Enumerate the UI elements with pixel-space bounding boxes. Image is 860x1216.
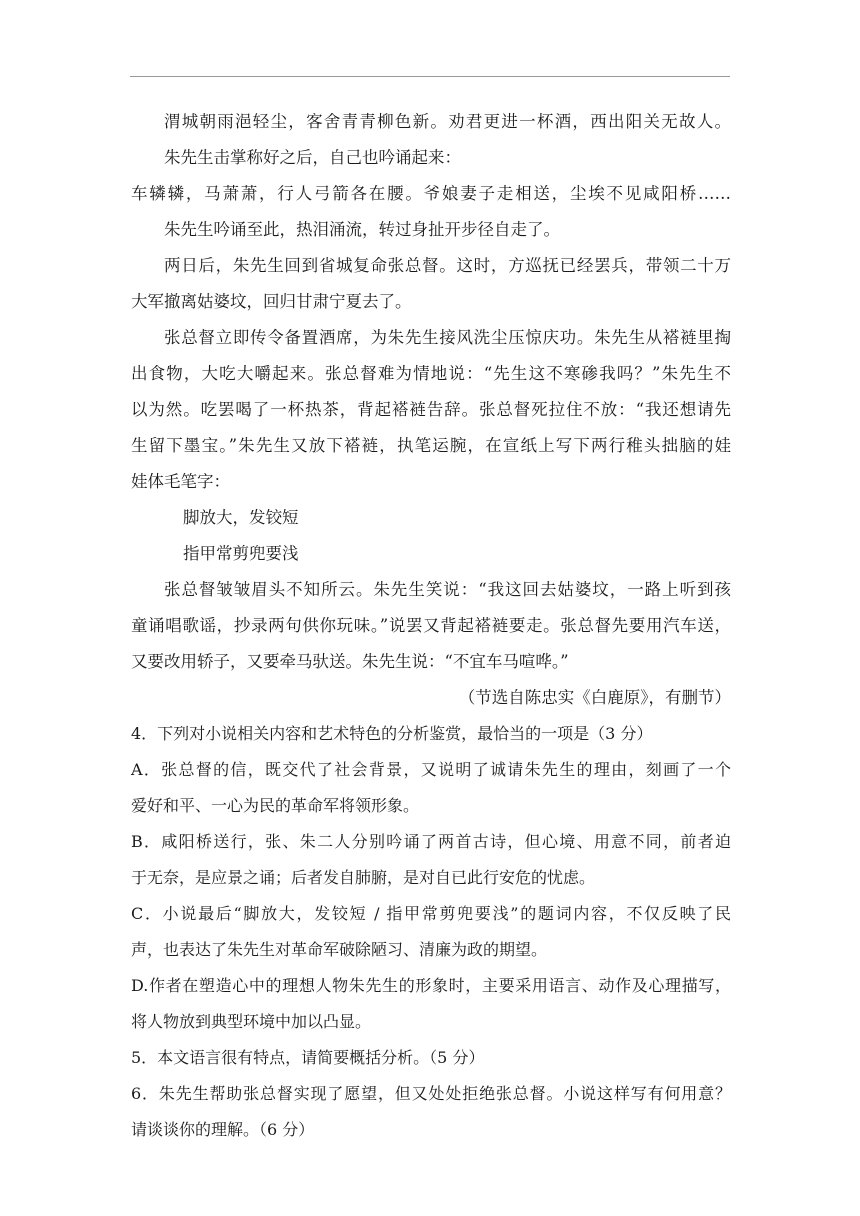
poem-chelinlin: 车辚辚，马萧萧，行人弓箭各在腰。爷娘妻子走相送，尘埃不见咸阳桥…… [131, 184, 731, 203]
question-6: 请谈谈你的理解。（6 分） [131, 1120, 315, 1139]
paragraph-text: 又要改用轿子，又要牵马驮送。朱先生说：“不宜车马喧哗。” [131, 652, 569, 671]
question-5: 5．本文语言很有特点，请简要概括分析。（5 分） [131, 1048, 485, 1067]
page-body [131, 104, 731, 1148]
paragraph-text: 朱先生吟诵至此，热泪涌流，转过身扯开步径自走了。 [164, 220, 560, 239]
paragraph-text: 张总督立即传令备置酒席，为朱先生接风洗尘压惊庆功。朱先生从褡裢里掏 [164, 328, 731, 347]
calligraphy-verse: 指甲常剪兜要浅 [183, 544, 299, 563]
question-4-option-b: B．咸阳桥送行，张、朱二人分别吟诵了两首古诗，但心境、用意不同，前者迫 [131, 832, 731, 851]
paragraph-text: 童诵唱歌谣，抄录两句供你玩味。”说罢又背起褡裢要走。张总督先要用汽车送， [131, 616, 731, 635]
paragraph-text: 以为然。吃罢喝了一杯热茶，背起褡裢告辞。张总督死拉住不放：“我还想请先 [131, 400, 731, 419]
header-rule [130, 76, 730, 77]
paragraph-text: 生留下墨宝。”朱先生又放下褡裢，执笔运腕，在宣纸上写下两行稚头拙脑的娃 [131, 436, 731, 455]
paragraph-text: 娃体毛笔字： [131, 472, 230, 491]
paragraph-text: 张总督皱皱眉头不知所云。朱先生笑说：“我这回去姑婆坟，一路上听到孩 [164, 580, 731, 599]
question-4-option-d: D.作者在塑造心中的理想人物朱先生的形象时，主要采用语言、动作及心理描写， [131, 976, 731, 995]
calligraphy-verse: 脚放大，发铰短 [183, 508, 299, 527]
source-citation: （节选自陈忠实《白鹿原》，有删节） [458, 688, 731, 707]
question-4-option-c: C．小说最后“脚放大，发铰短 / 指甲常剪兜要浅”的题词内容，不仅反映了民 [131, 904, 731, 923]
paragraph-text: 出食物，大吃大嚼起来。张总督难为情地说：“先生这不寒碜我吗？”朱先生不 [131, 364, 731, 383]
question-4-option-d: 将人物放到典型环境中加以凸显。 [131, 1012, 372, 1031]
poem-weicheng: 渭城朝雨浥轻尘，客舍青青柳色新。劝君更进一杯酒，西出阳关无故人。 [164, 112, 731, 131]
question-6: 6．朱先生帮助张总督实现了愿望，但又处处拒绝张总督。小说这样写有何用意？ [131, 1084, 731, 1103]
question-4-option-c: 声，也表达了朱先生对革命军破除陋习、清廉为政的期望。 [131, 940, 548, 959]
paragraph-text: 朱先生击掌称好之后，自己也吟诵起来： [164, 148, 461, 167]
question-4-option-b: 于无奈，是应景之诵；后者发自肺腑，是对自已此行安危的忧虑。 [131, 868, 596, 887]
question-4-stem: 4．下列对小说相关内容和艺术特色的分析鉴赏，最恰当的一项是（3 分） [131, 724, 653, 743]
paragraph-text: 两日后，朱先生回到省城复命张总督。这时，方巡抚已经罢兵，带领二十万 [164, 256, 731, 275]
paragraph-text: 大军撤离姑婆坟，回归甘肃宁夏去了。 [131, 292, 412, 311]
question-4-option-a: 爱好和平、一心为民的革命军将领形象。 [131, 796, 420, 815]
question-4-option-a: A．张总督的信，既交代了社会背景，又说明了诚请朱先生的理由，刻画了一个 [131, 760, 731, 779]
